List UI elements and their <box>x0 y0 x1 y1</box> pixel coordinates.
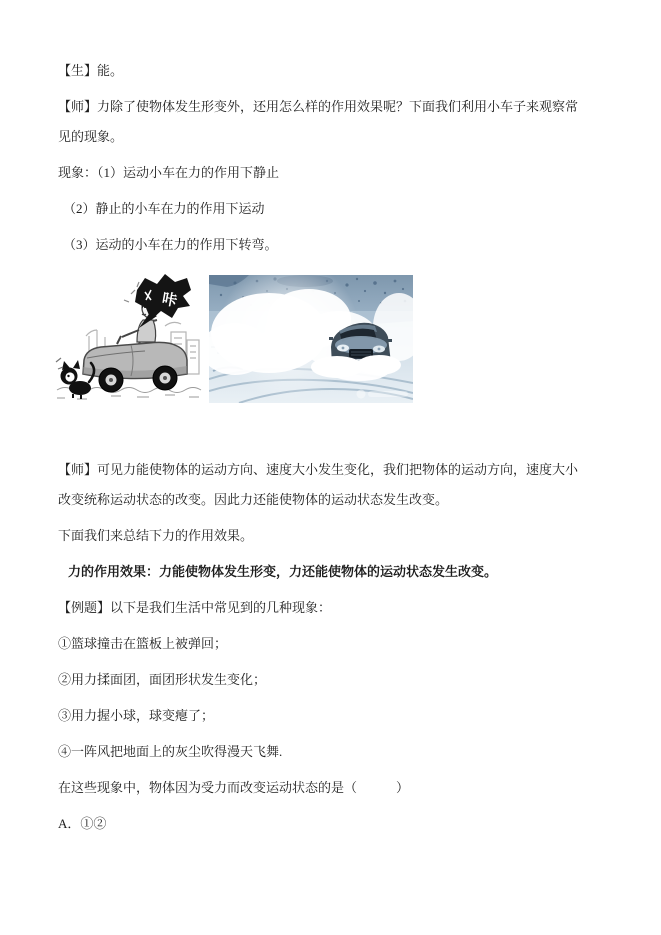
example-question-intro: 【例题】以下是我们生活中常见到的几种现象： <box>58 600 332 615</box>
illustration-row <box>53 274 588 403</box>
example-phenomenon-2: ②用力揉面团，面团形状发生变化； <box>58 672 267 687</box>
question-stem: 在这些现象中，物体因为受力而改变运动状态的是（ ） <box>58 780 410 795</box>
phenomenon-2: （2）静止的小车在力的作用下运动 <box>63 201 265 216</box>
teacher-summary: 【师】可见力能使物体的运动方向、速度大小发生变化，我们把物体的运动方向，速度大小改变统称运动状态的改变。因此力还能使物体的运动状态发生改变。 <box>58 462 579 507</box>
phenomenon-3: （3）运动的小车在力的作用下转弯。 <box>63 237 278 252</box>
example-phenomenon-1: ①篮球撞击在篮板上被弹回； <box>58 636 228 651</box>
student-answer: 【生】能。 <box>58 63 124 78</box>
braking-car-cartoon-image <box>53 274 207 403</box>
force-effects-definition: 力的作用效果：力能使物体发生形变，力还能使物体的运动状态发生改变。 <box>68 564 498 579</box>
car-drifting-in-snow-photo-image <box>209 275 413 403</box>
example-phenomenon-3: ③用力握小球，球变瘪了； <box>58 708 215 723</box>
answer-option-a: A．①② <box>58 816 107 831</box>
phenomenon-intro-1: 现象：（1）运动小车在力的作用下静止 <box>58 165 280 180</box>
teacher-question: 【师】力除了使物体发生形变外，还用怎么样的作用效果呢？下面我们利用小车子来观察常见的现象。 <box>58 99 579 144</box>
transition-line: 下面我们来总结下力的作用效果。 <box>58 528 254 543</box>
example-phenomenon-4: ④一阵风把地面上的灰尘吹得漫天飞舞. <box>58 744 283 759</box>
document-content <box>58 56 588 839</box>
bubble-sound-text: 咔 <box>160 290 179 310</box>
